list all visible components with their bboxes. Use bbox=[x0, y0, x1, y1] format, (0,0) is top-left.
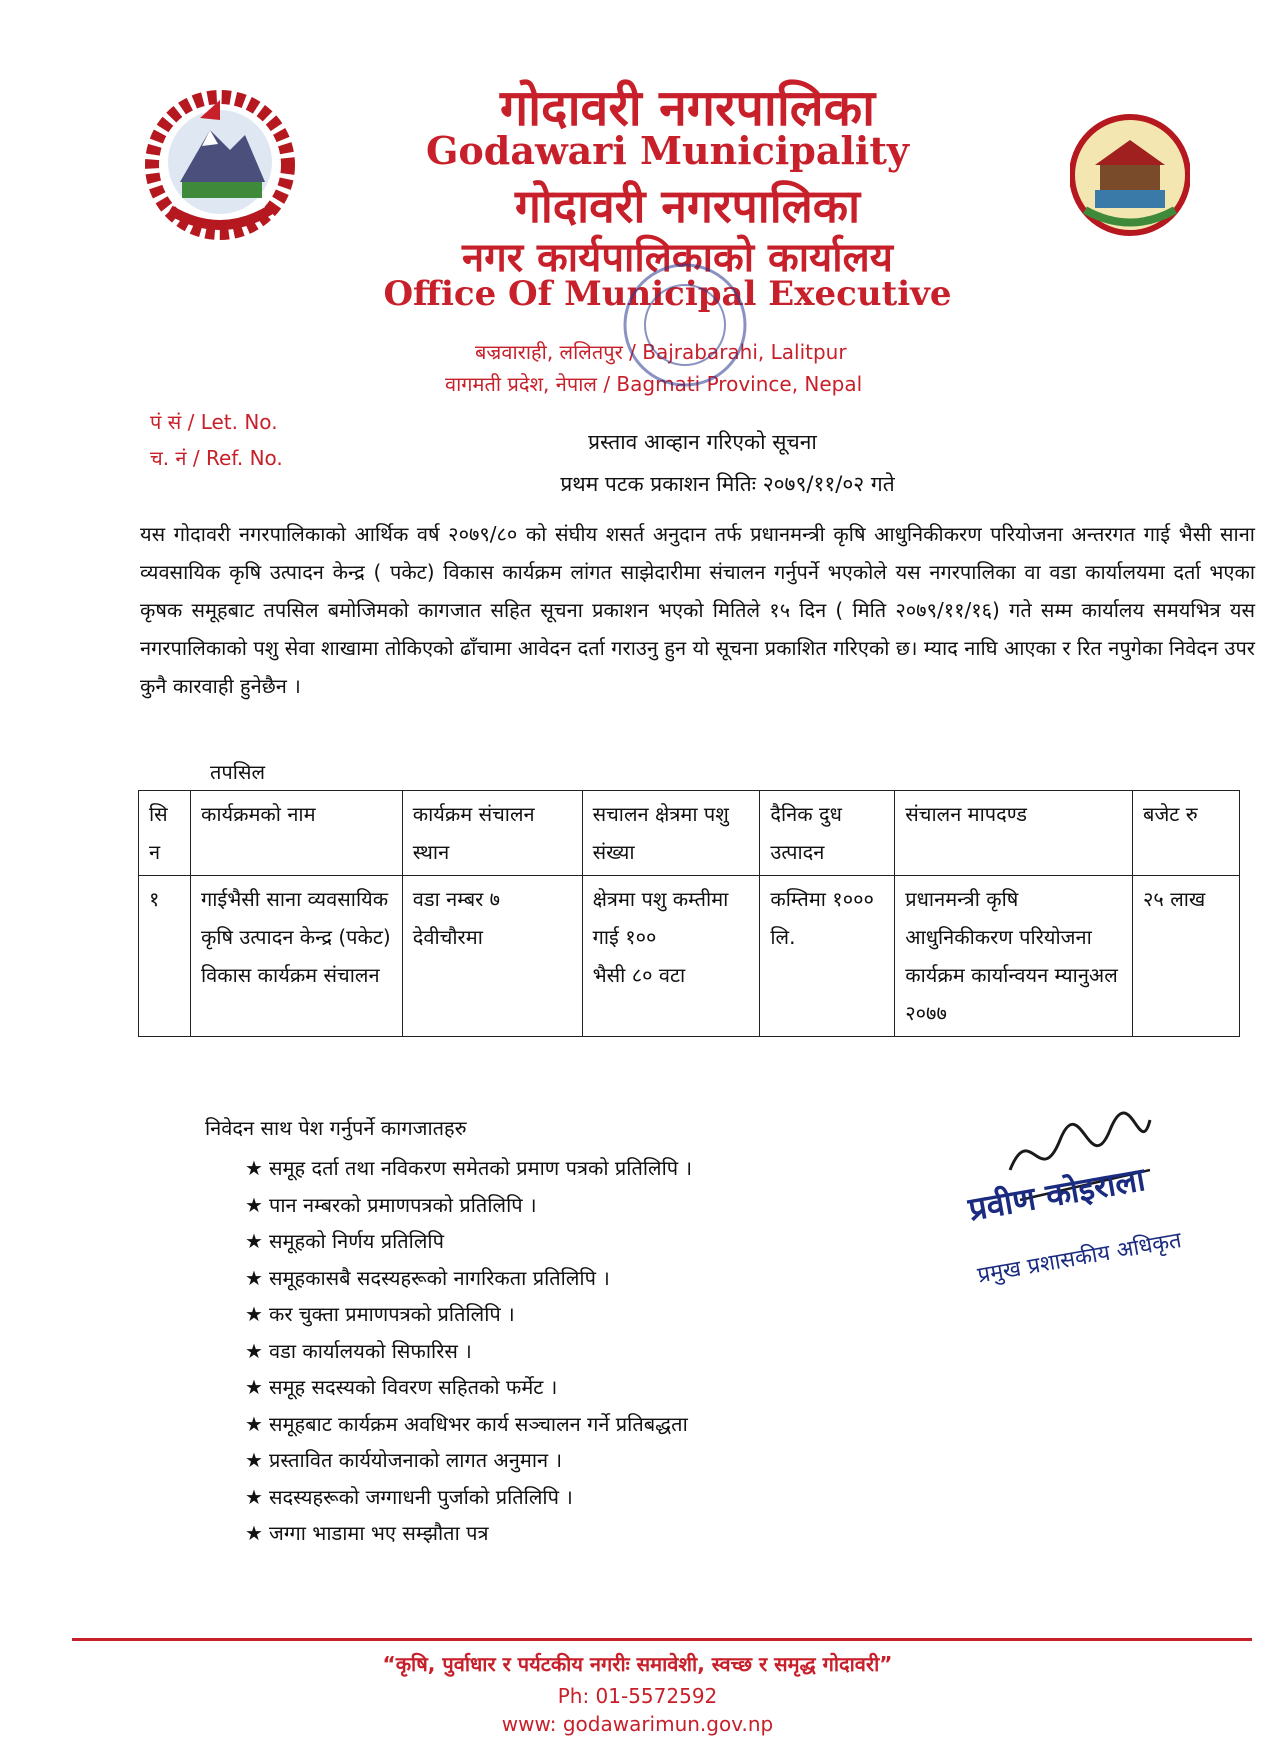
header-location: कार्यक्रम संचालन स्थान bbox=[402, 791, 582, 876]
list-item: ★ समूह दर्ता तथा नविकरण समेतको प्रमाण पत्रको प्रतिलिपि । bbox=[245, 1150, 692, 1187]
cell-milk-production: कम्तिमा १००० लि. bbox=[760, 876, 895, 1037]
star-icon: ★ bbox=[245, 1448, 263, 1472]
office-stamp-icon bbox=[620, 250, 750, 400]
first-publish-date: प्रथम पटक प्रकाशन मितिः २०७९/११/०२ गते bbox=[560, 472, 895, 496]
signer-name: प्रवीण कोइराला bbox=[965, 1159, 1148, 1229]
list-item: ★ पान नम्बरको प्रमाणपत्रको प्रतिलिपि । bbox=[245, 1187, 692, 1224]
office-name-nepali: नगर कार्यपालिकाको कार्यालय bbox=[462, 235, 893, 281]
star-icon: ★ bbox=[245, 1338, 263, 1363]
signer-title: प्रमुख प्रशासकीय अधिकृत bbox=[975, 1228, 1184, 1289]
list-item: ★ सदस्यहरूको जग्गाधनी पुर्जाको प्रतिलिपि । bbox=[245, 1479, 692, 1516]
municipality-name-nepali: गोदावरी नगरपालिका bbox=[499, 79, 876, 137]
table-row bbox=[139, 876, 1240, 1037]
documents-list bbox=[245, 1150, 692, 1552]
list-item: ★ कर चुक्ता प्रमाणपत्रको प्रतिलिपि । bbox=[245, 1296, 692, 1333]
list-item: ★ वडा कार्यालयको सिफारिस । bbox=[245, 1333, 692, 1370]
cell-criteria: प्रधानमन्त्री कृषि आधुनिकीकरण परियोजना कार्यक्रम कार्यान्वयन म्यानुअल २०७७ bbox=[895, 876, 1133, 1037]
animal-count-cows: क्षेत्रमा पशु कम्तीमा गाई १०० bbox=[592, 887, 729, 949]
list-item: ★ समूहकासबै सदस्यहरूको नागरिकता प्रतिलिपि । bbox=[245, 1260, 692, 1297]
address-line-1: बज्रवाराही, ललितपुर / Bajrabarahi, Lalitpur bbox=[475, 340, 847, 364]
cell-animal-count bbox=[582, 876, 760, 1037]
details-label: तपसिल bbox=[210, 760, 266, 784]
cell-location: वडा नम्बर ७ देवीचौरमा bbox=[402, 876, 582, 1037]
header-budget: बजेट रु bbox=[1133, 791, 1240, 876]
list-item: ★ प्रस्तावित कार्ययोजनाको लागत अनुमान । bbox=[245, 1442, 692, 1479]
star-icon: ★ bbox=[245, 1265, 263, 1290]
footer-divider bbox=[72, 1638, 1252, 1641]
star-icon: ★ bbox=[245, 1484, 263, 1509]
list-item: ★ समूहबाट कार्यक्रम अवधिभर कार्य सञ्चालन गर्ने प्रतिबद्धता bbox=[245, 1406, 692, 1443]
star-icon: ★ bbox=[245, 1156, 263, 1180]
list-item: ★ समूह सदस्यको विवरण सहितको फर्मेट । bbox=[245, 1369, 692, 1406]
footer-website: www: godawarimun.gov.np bbox=[501, 1712, 774, 1736]
program-table bbox=[138, 790, 1240, 1037]
reference-number-label: च. नं / Ref. No. bbox=[150, 446, 283, 470]
footer-phone: Ph: 01-5572592 bbox=[557, 1684, 718, 1708]
footer-slogan: “कृषि, पुर्वाधार र पर्यटकीय नगरीः समावेशी, स्वच्छ र समृद्ध गोदावरी” bbox=[382, 1652, 893, 1676]
star-icon: ★ bbox=[245, 1302, 263, 1326]
header-animal-count: सचालन क्षेत्रमा पशु संख्या bbox=[582, 791, 760, 876]
header-serial: सि न bbox=[139, 791, 191, 876]
documents-title: निवेदन साथ पेश गर्नुपर्ने कागजातहरु bbox=[205, 1116, 467, 1140]
star-icon: ★ bbox=[245, 1229, 263, 1253]
header-criteria: संचालन मापदण्ड bbox=[895, 791, 1133, 876]
star-icon: ★ bbox=[245, 1521, 263, 1545]
list-item: ★ समूहको निर्णय प्रतिलिपि bbox=[245, 1223, 692, 1260]
office-name-english: Office Of Municipal Executive bbox=[383, 274, 952, 314]
cell-budget: २५ लाख bbox=[1133, 876, 1240, 1037]
cell-program-name: गाईभैसी साना व्यवसायिक कृषि उत्पादन केन्द्र (पकेट) विकास कार्यक्रम संचालन bbox=[190, 876, 402, 1037]
star-icon: ★ bbox=[245, 1411, 263, 1436]
notice-title: प्रस्ताव आव्हान गरिएको सूचना bbox=[588, 430, 817, 454]
table-header-row bbox=[139, 791, 1240, 876]
municipality-name-local-script: गोदावरी नगरपालिका bbox=[514, 179, 861, 233]
letter-number-label: पं सं / Let. No. bbox=[150, 410, 278, 434]
header-milk-production: दैनिक दुध उत्पादन bbox=[760, 791, 895, 876]
animal-count-buffalo: भैसी ८० वटा bbox=[592, 963, 686, 987]
municipality-name-english: Godawari Municipality bbox=[425, 128, 910, 173]
star-icon: ★ bbox=[245, 1192, 263, 1217]
address-line-2: वागमती प्रदेश, नेपाल / Bagmati Province, Nepal bbox=[445, 372, 863, 396]
star-icon: ★ bbox=[245, 1375, 263, 1399]
header-program-name: कार्यक्रमको नाम bbox=[190, 791, 402, 876]
cell-serial: १ bbox=[139, 876, 191, 1037]
notice-body: यस गोदावरी नगरपालिकाको आर्थिक वर्ष २०७९/८० को संघीय शसर्त अनुदान तर्फ प्रधानमन्त्री कृषि आधुनिकीकरण परियोजना अन्तरगत गाई भैसी साना व्यवसायिक कृषि उत्पादन केन्द्र ( पकेट) विकास कार्यक्रम लांगत साझेदारीमा संचालन गर्नुपर्ने भएकोले यस नगरपालिका वा वडा कार्यालयमा दर्ता भएका कृषक समूहबाट तपसिल बमोजिमको कागजात सहित सूचना प्रकाशन भएको मितिले १५ दिन ( मिति २०७९/११/१६) गते सम्म कार्यालय समयभित्र यस नगरपालिकाको पशु सेवा शाखामा तोकिएको ढाँचामा आवेदन दर्ता गराउनु हुन यो सूचना प्रकाशित गरिएको छ। म्याद नाघि आएका र रित नपुगेका निवेदन उपर कुनै कारवाही हुनेछैन । bbox=[140, 522, 1255, 698]
list-item: ★ जग्गा भाडामा भए सम्झौता पत्र bbox=[245, 1515, 692, 1552]
